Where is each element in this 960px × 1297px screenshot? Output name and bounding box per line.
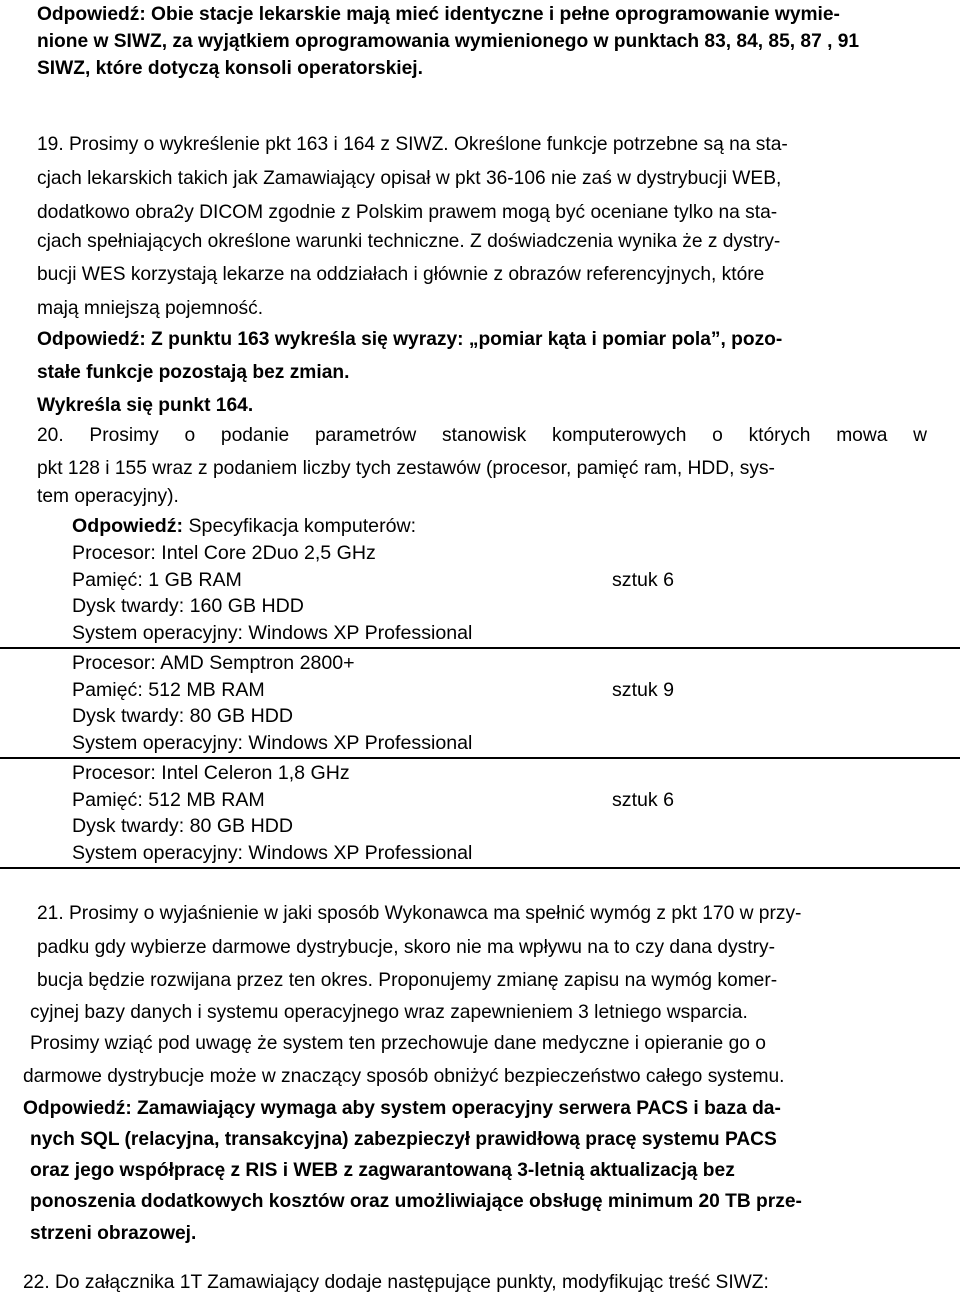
question-20-line: pkt 128 i 155 wraz z podaniem liczby tych zestawów (procesor, pamięć ram, HDD, sys- <box>37 458 775 479</box>
question-19-line: dodatkowo obra2y DICOM zgodnie z Polskim prawem mogą być oceniane tylko na sta- <box>37 202 778 223</box>
answer-21-line: Odpowiedź: Zamawiający wymaga aby system operacyjny serwera PACS i baza da- <box>23 1098 781 1119</box>
separator-line <box>0 757 960 759</box>
spec-disk: Dysk twardy: 160 GB HDD <box>72 595 304 617</box>
answer-21-line: strzeni obrazowej. <box>30 1223 197 1244</box>
question-19-line: cjach spełniających określone warunki techniczne. Z doświadczenia wynika że z dystry- <box>37 231 781 252</box>
spec-memory: Pamięć: 512 MB RAM <box>72 789 265 811</box>
question-21-line: bucja będzie rozwijana przez ten okres. Proponujemy zmianę zapisu na wymóg komer- <box>37 970 778 991</box>
question-21-line: darmowe dystrybucje może w znaczący sposób obniżyć bezpieczeństwo całego systemu. <box>23 1066 785 1087</box>
question-21-line: cyjnej bazy danych i systemu operacyjnego wraz zapewnieniem 3 letniego wsparcia. <box>30 1002 748 1023</box>
spec-disk: Dysk twardy: 80 GB HDD <box>72 815 294 837</box>
question-19-line: cjach lekarskich takich jak Zamawiający opisał w pkt 36-106 nie zaś w dystrybucji WEB, <box>37 168 782 189</box>
answer-label: Odpowiedź: <box>72 515 184 537</box>
answer-21-line: ponoszenia dodatkowych kosztów oraz umożliwiające obsługę minimum 20 TB prze- <box>30 1191 802 1212</box>
spec-os: System operacyjny: Windows XP Professional <box>72 842 473 864</box>
question-19-line: bucji WES korzystają lekarze na oddziałach i głównie z obrazów referencyjnych, które <box>37 264 765 285</box>
answer-line: nione w SIWZ, za wyjątkiem oprogramowania wymienionego w punktach 83, 84, 85, 87 , 91 <box>37 31 860 52</box>
question-21-line: 21. Prosimy o wyjaśnienie w jaki sposób Wykonawca ma spełnić wymóg z pkt 170 w przy- <box>37 903 802 924</box>
spec-count: sztuk 6 <box>612 569 675 591</box>
answer-19-line: Wykreśla się punkt 164. <box>37 395 254 416</box>
item-22-line: 22. Do załącznika 1T Zamawiający dodaje następujące punkty, modyfikując treść SIWZ: <box>23 1272 769 1293</box>
spec-processor: Procesor: AMD Semptron 2800+ <box>72 652 355 674</box>
answer-19-line: Odpowiedź: Z punktu 163 wykreśla się wyrazy: „pomiar kąta i pomiar pola”, pozo- <box>37 329 783 350</box>
spec-answer-line <box>72 514 416 538</box>
answer-line: Odpowiedź: Obie stacje lekarskie mają mieć identyczne i pełne oprogramowanie wymie- <box>37 4 840 25</box>
question-19-line: mają mniejszą pojemność. <box>37 298 264 319</box>
spec-os: System operacyjny: Windows XP Professional <box>72 622 473 644</box>
spec-memory: Pamięć: 512 MB RAM <box>72 679 265 701</box>
separator-line <box>0 647 960 649</box>
spec-memory: Pamięć: 1 GB RAM <box>72 569 242 591</box>
answer-19-line: stałe funkcje pozostają bez zmian. <box>37 362 350 383</box>
spec-count: sztuk 6 <box>612 789 675 811</box>
spec-processor: Procesor: Intel Celeron 1,8 GHz <box>72 762 350 784</box>
question-21-line: padku gdy wybierze darmowe dystrybucje, skoro nie ma wpływu na to czy dana dystry- <box>37 937 775 958</box>
question-20-line: tem operacyjny). <box>37 486 179 507</box>
spec-os: System operacyjny: Windows XP Professional <box>72 732 473 754</box>
spec-processor: Procesor: Intel Core 2Duo 2,5 GHz <box>72 542 376 564</box>
answer-21-line: oraz jego współpracę z RIS i WEB z zagwarantowaną 3-letnią aktualizacją bez <box>30 1160 735 1181</box>
answer-21-line: nych SQL (relacyjna, transakcyjna) zabezpieczył prawidłową pracę systemu PACS <box>30 1129 777 1150</box>
separator-line <box>0 867 960 869</box>
question-21-line: Prosimy wziąć pod uwagę że system ten przechowuje dane medyczne i opieranie go o <box>30 1033 766 1054</box>
answer-text: Specyfikacja komputerów: <box>183 515 417 537</box>
spec-count: sztuk 9 <box>612 679 675 701</box>
answer-line: SIWZ, które dotyczą konsoli operatorskiej. <box>37 58 423 79</box>
question-20-line: 20. Prosimy o podanie parametrów stanowisk komputerowych o których mowa w <box>37 425 927 446</box>
question-19-line: 19. Prosimy o wykreślenie pkt 163 i 164 z SIWZ. Określone funkcje potrzebne są na sta- <box>37 134 788 155</box>
spec-disk: Dysk twardy: 80 GB HDD <box>72 705 294 727</box>
